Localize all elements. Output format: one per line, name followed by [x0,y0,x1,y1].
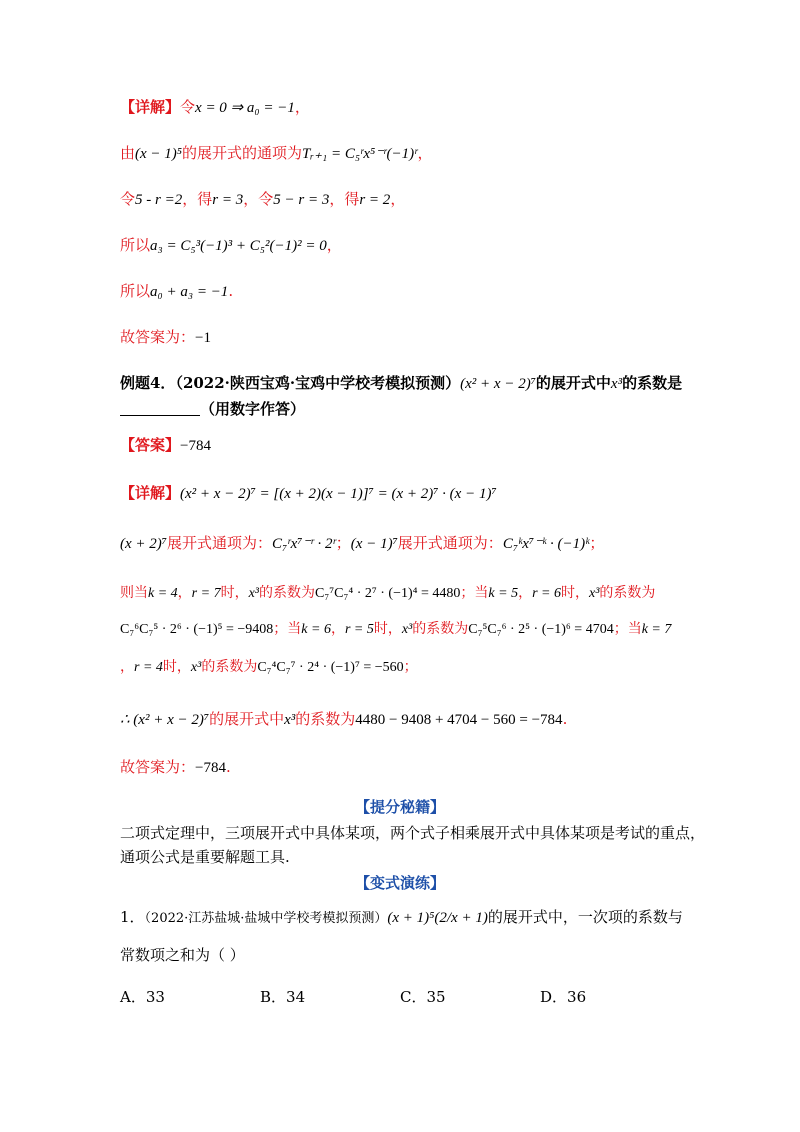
option-a[interactable]: A．33 [120,988,165,1006]
option-b[interactable]: B．34 [260,988,306,1006]
answer-line-2: 【答案】−784 [120,436,211,454]
practice-title: 【变式演练】 [354,874,445,892]
detail-line-6: 【详解】(x² + x − 2)⁷ = [(x + 2)(x − 1)]⁷ = (x + 2)⁷ · (x − 1)⁷ [120,484,497,502]
detail-line-3: 令5 - r =2，得r = 3，令5 − r = 3，得r = 2， [120,190,406,208]
detail-line-1: 【详解】令x = 0 ⇒ a₀ = −1， [120,98,310,116]
answer-label: 【答案】 [120,436,181,454]
tips-title: 【提分秘籍】 [354,798,445,816]
detail-line-4: 所以a₃ = C₅³(−1)³ + C₅²(−1)² = 0， [120,236,342,254]
options-row [120,986,680,1008]
option-d[interactable]: D．36 [540,988,587,1006]
detail-line-10: ，r = 4时，x³的系数为C₇⁴C₇⁷ · 2⁴ · (−1)⁷ = −560； [120,659,418,675]
detail-line-9: C₇⁶C₇⁵ · 2⁶ · (−1)⁵ = −9408；当k = 6，r = 5时，x³的系数为C₇⁵C₇⁶ · 2⁵ · (−1)⁶ = 4704；当k = 7 [120,621,672,637]
question-1-line-2: 常数项之和为（ ） [120,946,245,964]
option-c[interactable]: C．35 [400,988,446,1006]
detail-label: 【详解】 [120,98,181,116]
tips-text-1: 二项式定理中，三项展开式中具体某项，两个式子相乘展开式中具体某项是考试的重点， [120,824,706,842]
answer-line-3: 故答案为：−784. [120,758,231,776]
detail-line-8: 则当k = 4，r = 7时，x³的系数为C₇⁷C₇⁴ · 2⁷ · (−1)⁴ = 4480；当k = 5，r = 6时，x³的系数为 [120,585,656,601]
question-1: 1．（2022·江苏盐城·盐城中学校考模拟预测）(x + 1)⁵(2/x + 1)的展开式中，一次项的系数与 [120,908,683,926]
tips-text-2: 通项公式是重要解题工具. [120,848,290,866]
example-4-title: 例题4．（2022·陕西宝鸡·宝鸡中学校考模拟预测）(x² + x − 2)⁷的展开式中x³的系数是 [120,374,683,392]
detail-line-11: ∴ (x² + x − 2)⁷的展开式中x³的系数为4480 − 9408 + 4704 − 560 = −784. [120,710,568,728]
detail-line-5: 所以a₀ + a₃ = −1. [120,282,234,300]
answer-blank [120,401,200,416]
answer-line-1: 故答案为：−1 [120,328,211,346]
detail-line-7: (x + 2)⁷展开式通项为：C₇ʳx⁷⁻ʳ · 2ʳ；(x − 1)⁷展开式通项为：C₇ᵏx⁷⁻ᵏ · (−1)ᵏ； [120,534,605,552]
detail-line-2: 由(x − 1)⁵的展开式的通项为Tᵣ₊₁ = C₅ʳx⁵⁻ʳ(−1)ʳ， [120,144,433,162]
example-4-line-2: （用数字作答） [120,398,305,420]
